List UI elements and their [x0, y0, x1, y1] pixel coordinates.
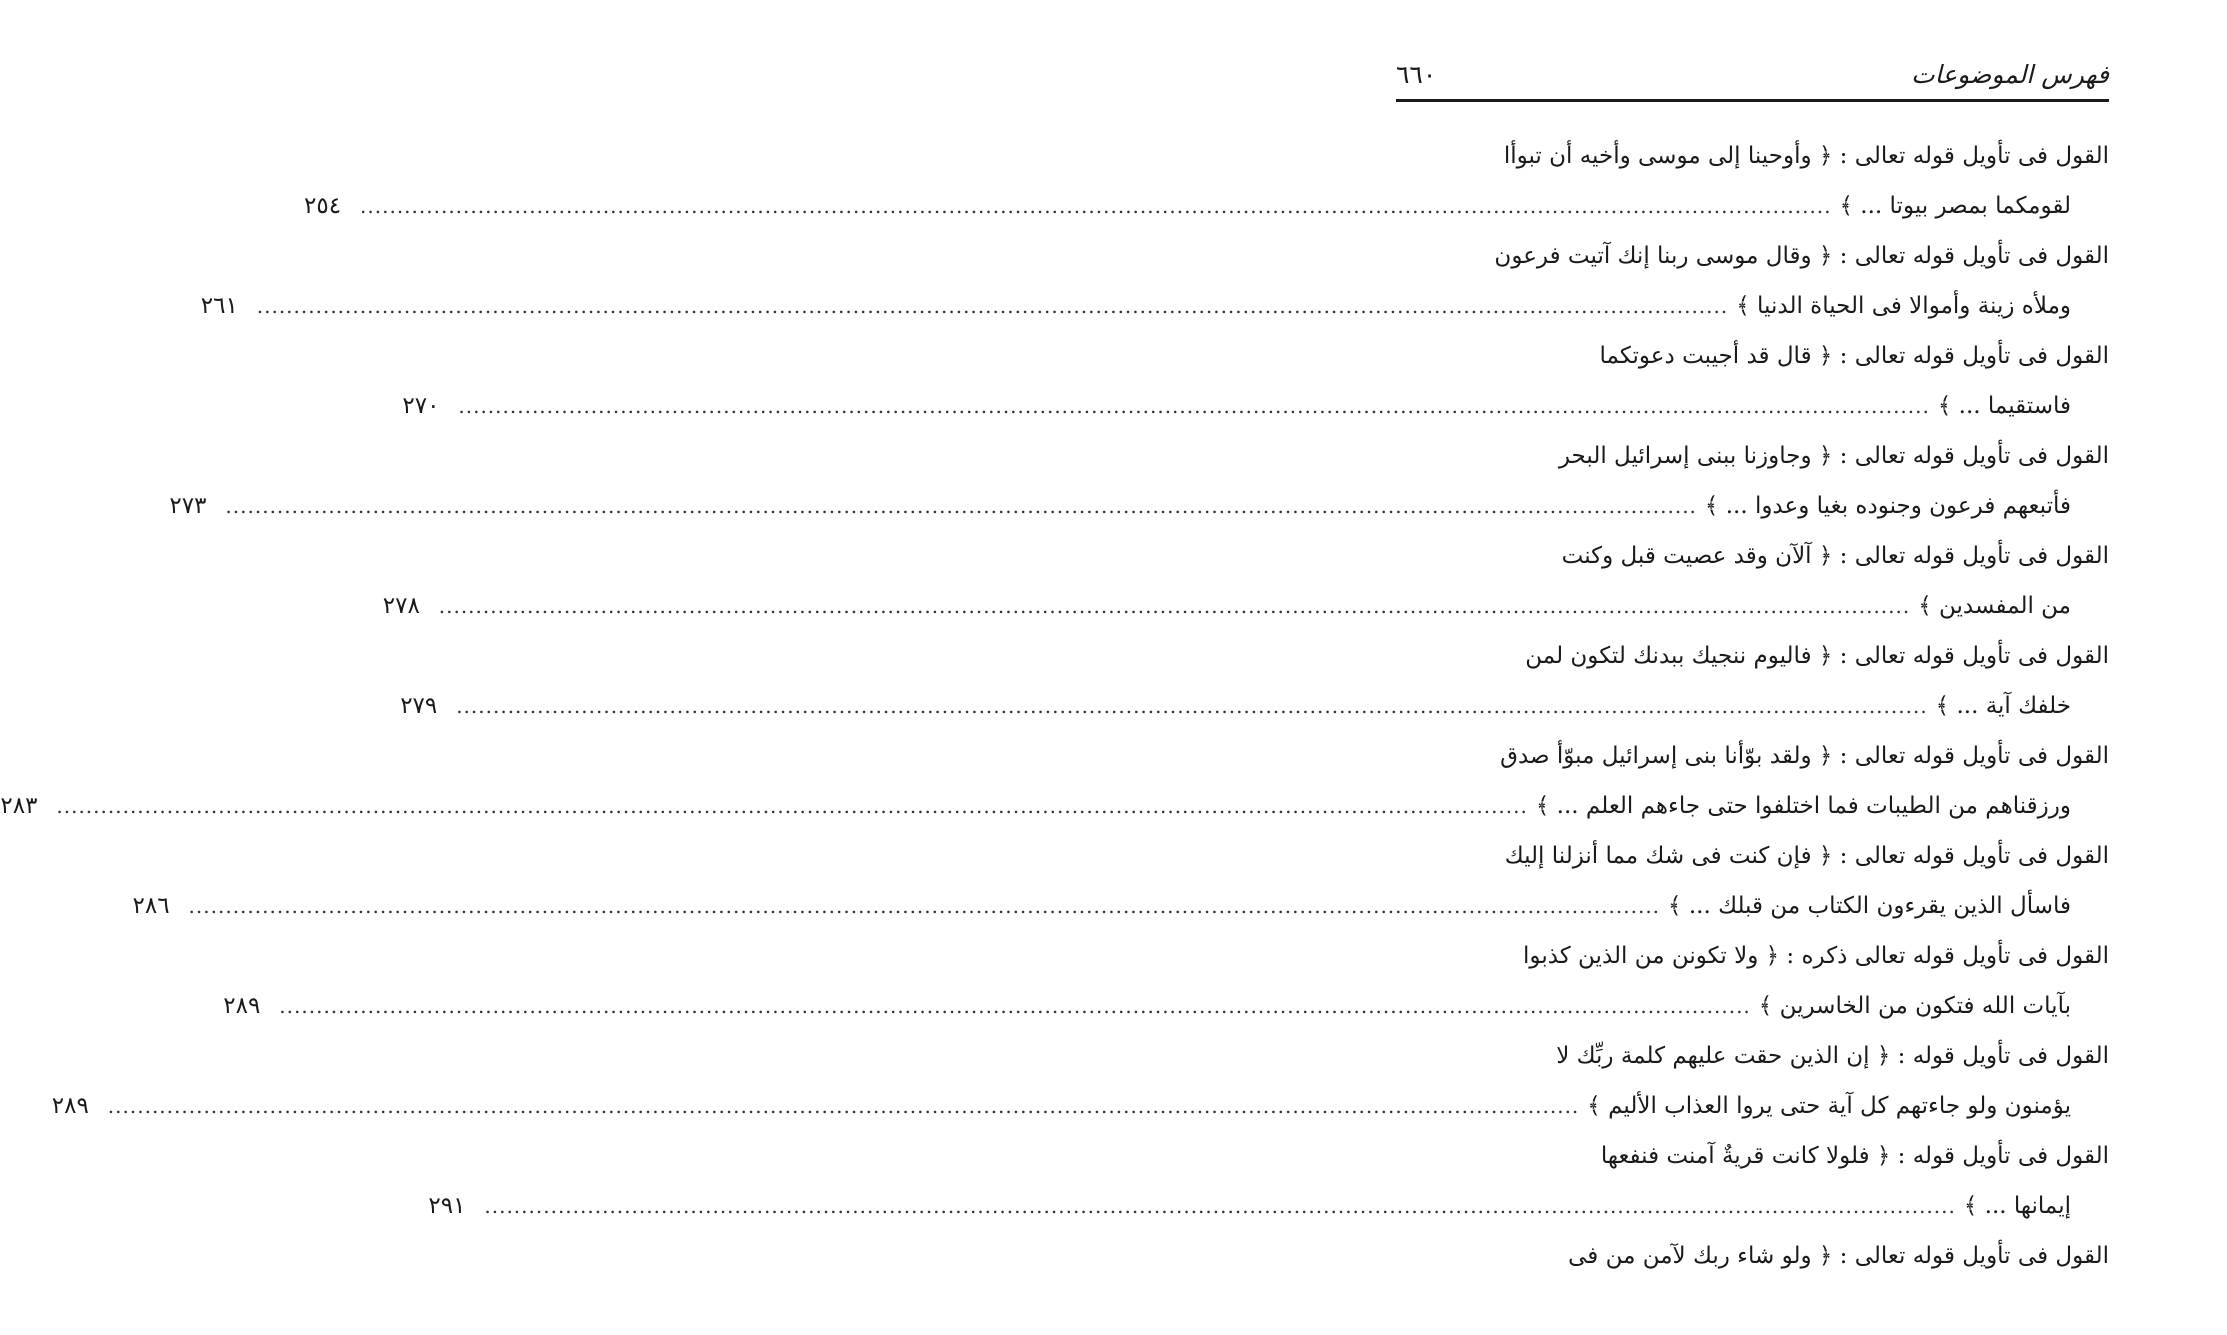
toc-page-ref: ٢٨٣	[0, 793, 38, 819]
toc-entry-line2: يؤمنون ولو جاءتهم كل آية حتى يروا العذاب الأليم ﴾ ........................................................................................................................................................................................................ ٢٨٩	[51, 1093, 2071, 1119]
toc-entry-line1: القول فى تأويل قوله تعالى : ﴿ فاليوم ننجيك ببدنك لتكون لمن	[1525, 643, 2109, 669]
toc-page-ref: ٢٨٦	[132, 893, 170, 919]
toc-entry-line1: القول فى تأويل قوله تعالى : ﴿ قال قد أجيبت دعوتكما	[1599, 343, 2109, 369]
dot-leader: ........................................................................................................................................................................................................	[484, 1194, 1956, 1218]
toc-page-ref: ٢٨٩	[51, 1093, 89, 1119]
header-rule	[1396, 99, 2109, 102]
page-header	[1396, 52, 2109, 96]
toc-entry-line1: القول فى تأويل قوله تعالى : ﴿ وجاوزنا ببنى إسرائيل البحر	[1558, 443, 2109, 469]
toc-entry-line1: القول فى تأويل قوله تعالى : ﴿ آلآن وقد عصيت قبل وكنت	[1561, 543, 2109, 569]
toc-entry-line2: خلفك آية ... ﴾ ........................................................................................................................................................................................................ ٢٧٩	[400, 693, 2071, 719]
page-number: ٦٦٠	[1396, 59, 1437, 89]
toc-entry-line2: فاستقيما ... ﴾ ........................................................................................................................................................................................................ ٢٧٠	[402, 393, 2071, 419]
toc-page-ref: ٢٨٩	[223, 993, 261, 1019]
toc-page-ref: ٢٦١	[200, 293, 238, 319]
toc-entry-line1: القول فى تأويل قوله تعالى : ﴿ وقال موسى ربنا إنك آتيت فرعون	[1494, 243, 2109, 269]
dot-leader: ........................................................................................................................................................................................................	[256, 294, 1729, 318]
dot-leader: ........................................................................................................................................................................................................	[279, 994, 1751, 1018]
table-of-contents	[0, 131, 2109, 1281]
toc-page-ref: ٢٥٤	[304, 193, 342, 219]
dot-leader: ........................................................................................................................................................................................................	[438, 594, 1911, 618]
toc-entry-line2: وملأه زينة وأموالا فى الحياة الدنيا ﴾ ........................................................................................................................................................................................................ ٢٦١	[200, 293, 2071, 319]
toc-entry-line1: القول فى تأويل قوله تعالى : ﴿ فإن كنت فى شك مما أنزلنا إليك	[1504, 843, 2109, 869]
running-title: فهرس الموضوعات	[1911, 59, 2109, 89]
toc-entry-line2: فأتبعهم فرعون وجنوده بغيا وعدوا ... ﴾ ........................................................................................................................................................................................................ ٢٧٣	[169, 493, 2071, 519]
dot-leader: ........................................................................................................................................................................................................	[188, 894, 1661, 918]
toc-page-ref: ٢٩١	[428, 1193, 466, 1219]
toc-entry-line2: بآيات الله فتكون من الخاسرين ﴾ ........................................................................................................................................................................................................ ٢٨٩	[223, 993, 2071, 1019]
toc-entry-line1: القول فى تأويل قوله تعالى : ﴿ ولقد بوّأنا بنى إسرائيل مبوّأ صدق	[1500, 743, 2109, 769]
toc-entry-line1: القول فى تأويل قوله تعالى ذكره : ﴿ ولا تكونن من الذين كذبوا	[1523, 943, 2109, 969]
toc-page-ref: ٢٧٣	[169, 493, 207, 519]
toc-page-ref: ٢٧٩	[400, 693, 438, 719]
toc-entry-line2: إيمانها ... ﴾ ........................................................................................................................................................................................................ ٢٩١	[428, 1193, 2071, 1219]
toc-entry-line1: القول فى تأويل قوله : ﴿ فلولا كانت قريةٌ آمنت فنفعها	[1600, 1143, 2109, 1169]
dot-leader: ........................................................................................................................................................................................................	[107, 1094, 1580, 1118]
toc-entry-line2: ورزقناهم من الطيبات فما اختلفوا حتى جاءهم العلم ... ﴾ ........................................................................................................................................................................................................ ٢٨٣	[0, 793, 2071, 819]
dot-leader: ........................................................................................................................................................................................................	[458, 394, 1930, 418]
toc-page-ref: ٢٧٨	[382, 593, 420, 619]
toc-entry-line1: القول فى تأويل قوله تعالى : ﴿ وأوحينا إلى موسى وأخيه أن تبوأا	[1503, 143, 2109, 169]
toc-page-ref: ٢٧٠	[402, 393, 440, 419]
dot-leader: ........................................................................................................................................................................................................	[56, 794, 1528, 818]
dot-leader: ........................................................................................................................................................................................................	[225, 494, 1697, 518]
toc-entry-line2: من المفسدين ﴾ ........................................................................................................................................................................................................ ٢٧٨	[382, 593, 2071, 619]
toc-entry-line1: القول فى تأويل قوله : ﴿ إن الذين حقت عليهم كلمة ربِّك لا	[1556, 1043, 2109, 1069]
dot-leader: ........................................................................................................................................................................................................	[456, 694, 1928, 718]
toc-entry-line1: القول فى تأويل قوله تعالى : ﴿ ولو شاء ربك لآمن من فى	[1568, 1243, 2109, 1269]
toc-entry-line2: لقومكما بمصر بيوتا ... ﴾ ........................................................................................................................................................................................................ ٢٥٤	[304, 193, 2071, 219]
toc-entry-line2: فاسأل الذين يقرءون الكتاب من قبلك ... ﴾ ........................................................................................................................................................................................................ ٢٨٦	[132, 893, 2071, 919]
dot-leader: ........................................................................................................................................................................................................	[360, 194, 1832, 218]
